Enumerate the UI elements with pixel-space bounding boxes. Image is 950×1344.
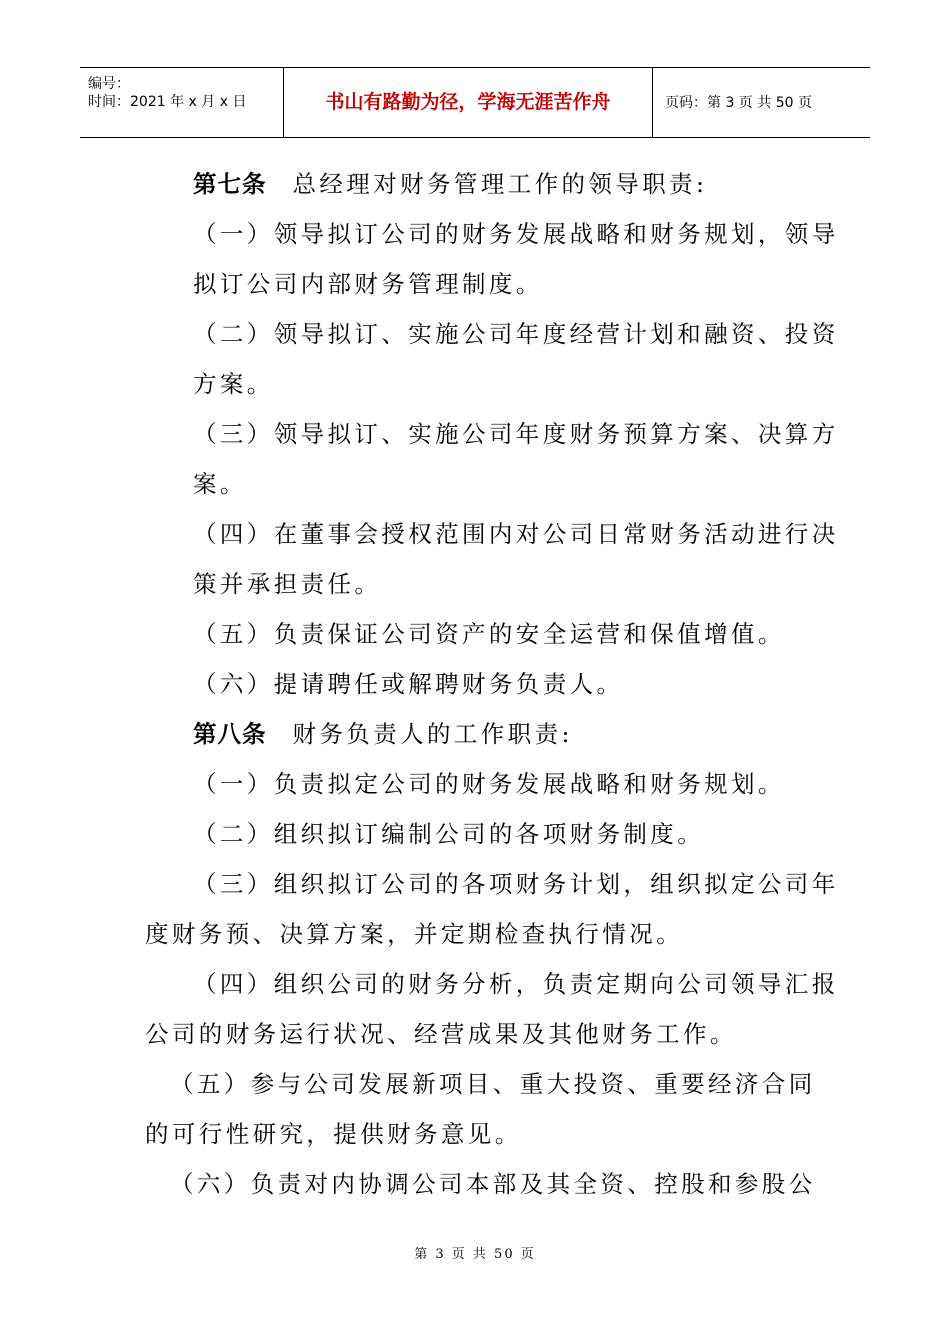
- header-page-info: 页码：第 3 页 共 50 页: [665, 95, 812, 111]
- header-motto-cell: [284, 68, 653, 137]
- article-8-line: （二）组织拟订编制公司的各项财务制度。: [193, 820, 705, 848]
- article-7-line: （一）领导拟订公司的财务发展战略和财务规划，领导: [193, 220, 839, 248]
- article-7-heading: [193, 169, 707, 199]
- article-8-line: （四）组织公司的财务分析，负责定期向公司领导汇报: [193, 970, 839, 998]
- article-7-line: 方案。: [193, 370, 274, 398]
- header-meta-cell: [80, 68, 284, 137]
- article-7-line: （二）领导拟订、实施公司年度经营计划和融资、投资: [193, 320, 839, 348]
- page-header: [80, 67, 870, 138]
- article-7-line: （六）提请聘任或解聘财务负责人。: [193, 670, 624, 698]
- article-8-label: 第八条: [193, 720, 267, 748]
- article-8-heading: [193, 719, 573, 749]
- article-8-line: （五）参与公司发展新项目、重大投资、重要经济合同: [170, 1070, 816, 1098]
- header-page-cell: [653, 68, 870, 137]
- article-7-line: 案。: [193, 470, 247, 498]
- article-8-line: 度财务预、决算方案，并定期检查执行情况。: [145, 920, 683, 948]
- document-date: 时间：2021 年 x 月 x 日: [88, 94, 247, 110]
- article-7-line: 拟订公司内部财务管理制度。: [193, 270, 543, 298]
- article-7-line: （五）负责保证公司资产的安全运营和保值增值。: [193, 620, 785, 648]
- article-8-title: 财务负责人的工作职责:: [292, 720, 573, 748]
- article-7-line: （四）在董事会授权范围内对公司日常财务活动进行决: [193, 520, 839, 548]
- article-8-line: （一）负责拟定公司的财务发展战略和财务规划。: [193, 770, 785, 798]
- article-8-line: （三）组织拟订公司的各项财务计划，组织拟定公司年: [193, 870, 839, 898]
- article-7-title: 总经理对财务管理工作的领导职责:: [292, 170, 708, 198]
- article-8-line: 的可行性研究，提供财务意见。: [145, 1120, 522, 1148]
- article-7-label: 第七条: [193, 170, 267, 198]
- motto-text: 书山有路勤为径，学海无涯苦作舟: [325, 91, 611, 113]
- article-7-line: （三）领导拟订、实施公司年度财务预算方案、决算方: [193, 420, 839, 448]
- article-8-line: 公司的财务运行状况、经营成果及其他财务工作。: [145, 1020, 737, 1048]
- document-number-label: 编号：: [88, 76, 130, 92]
- page-footer: 第 3 页 共 50 页: [414, 1247, 536, 1262]
- article-8-line: （六）负责对内协调公司本部及其全资、控股和参股公: [170, 1170, 816, 1198]
- article-7-line: 策并承担责任。: [193, 570, 382, 598]
